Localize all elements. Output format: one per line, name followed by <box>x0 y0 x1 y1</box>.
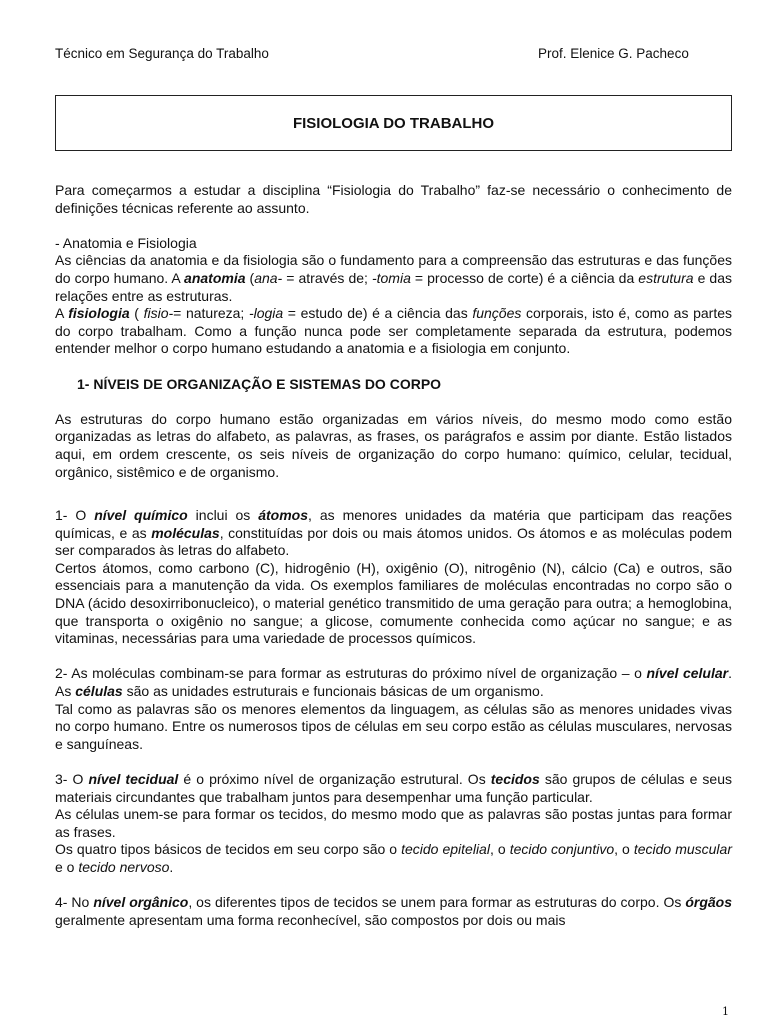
header-professor: Prof. Elenice G. Pacheco <box>538 46 689 61</box>
page-number: 1 <box>722 1005 729 1018</box>
level-chemical: 1- O nível químico inclui os átomos, as menores unidades da matéria que participam das reações químicas, e as moléculas, constituídas por dois ou mais átomos unidos. Os átomos e as moléculas podem ser comparados às letras do alfabeto. <box>55 507 732 559</box>
level-tissue-analogy: As células unem-se para formar os tecidos, do mesmo modo que as palavras são postas juntas para formar as frases. <box>55 806 732 840</box>
levels-intro: As estruturas do corpo humano estão organizadas em vários níveis, do mesmo modo como estão organizadas as letras do alfabeto, as palavras, as frases, os parágrafos e assim por diante. Estão listados aqui, em ordem crescente, os seis níveis de organização do corpo humano: químico, celular, tecidual, orgânico, sistêmico e de organismo. <box>55 410 732 480</box>
anatomy-heading: - Anatomia e Fisiologia <box>55 234 197 251</box>
section-heading: 1- NÍVEIS DE ORGANIZAÇÃO E SISTEMAS DO CORPO <box>77 375 442 392</box>
anatomy-paragraph: As ciências da anatomia e da fisiologia são o fundamento para a compreensão das estruturas e das funções do corpo humano. A anatomia (ana- = através de; -tomia = processo de corte) é a ciência da estrutura e das relações entre as estruturas. <box>55 252 732 304</box>
level-cellular: 2- As moléculas combinam-se para formar as estruturas do próximo nível de organização – o nível celular. As células são as unidades estruturais e funcionais básicas de um organismo. <box>55 665 732 700</box>
physiology-paragraph: A fisiologia ( fisio-= natureza; -logia = estudo de) é a ciência das funções corporais, isto é, como as partes do corpo trabalham. Como a função nunca pode ser completamente separada da estrutura, podemos entender melhor o corpo humano estudando a anatomia e a fisiologia em conjunto. <box>55 305 732 357</box>
page-title: FISIOLOGIA DO TRABALHO <box>292 114 495 132</box>
document-body <box>55 182 732 929</box>
level-cellular-examples: Tal como as palavras são os menores elementos da linguagem, as células são as menores unidades vivas no corpo humano. Entre os numerosos tipos de células em seu corpo estão as células musculares, nervosas e sanguíneas. <box>55 700 732 752</box>
level-tissue: 3- O nível tecidual é o próximo nível de organização estrutural. Os tecidos são grupos de células e seus materiais circundantes que trabalham juntos para desempenhar uma função particular. <box>55 771 732 805</box>
intro-paragraph: Para começarmos a estudar a disciplina “Fisiologia do Trabalho” faz-se necessário o conhecimento de definições técnicas referente ao assunto. <box>55 182 732 216</box>
level-organ: 4- No nível orgânico, os diferentes tipos de tecidos se unem para formar as estruturas do corpo. Os órgãos geralmente apresentam uma forma reconhecível, são compostos por dois ou mais <box>55 894 733 928</box>
header-course: Técnico em Segurança do Trabalho <box>55 46 269 61</box>
level-tissue-types: Os quatro tipos básicos de tecidos em seu corpo são o tecido epitelial, o tecido conjuntivo, o tecido muscular e o tecido nervoso. <box>55 841 732 875</box>
title-box <box>55 95 732 151</box>
level-chemical-examples: Certos átomos, como carbono (C), hidrogênio (H), oxigênio (O), nitrogênio (N), cálcio (Ca) e outros, são essenciais para a manutenção da vida. Os exemplos familiares de moléculas encontradas no corpo são o DNA (ácido desoxirribonucleico), o material genético transmitido de uma geração para outra; a hemoglobina, que transporta o oxigênio no sangue; a glicose, comumente conhecida como açúcar no sangue; e as vitaminas, necessárias para uma variedade de processos químicos. <box>55 559 732 647</box>
